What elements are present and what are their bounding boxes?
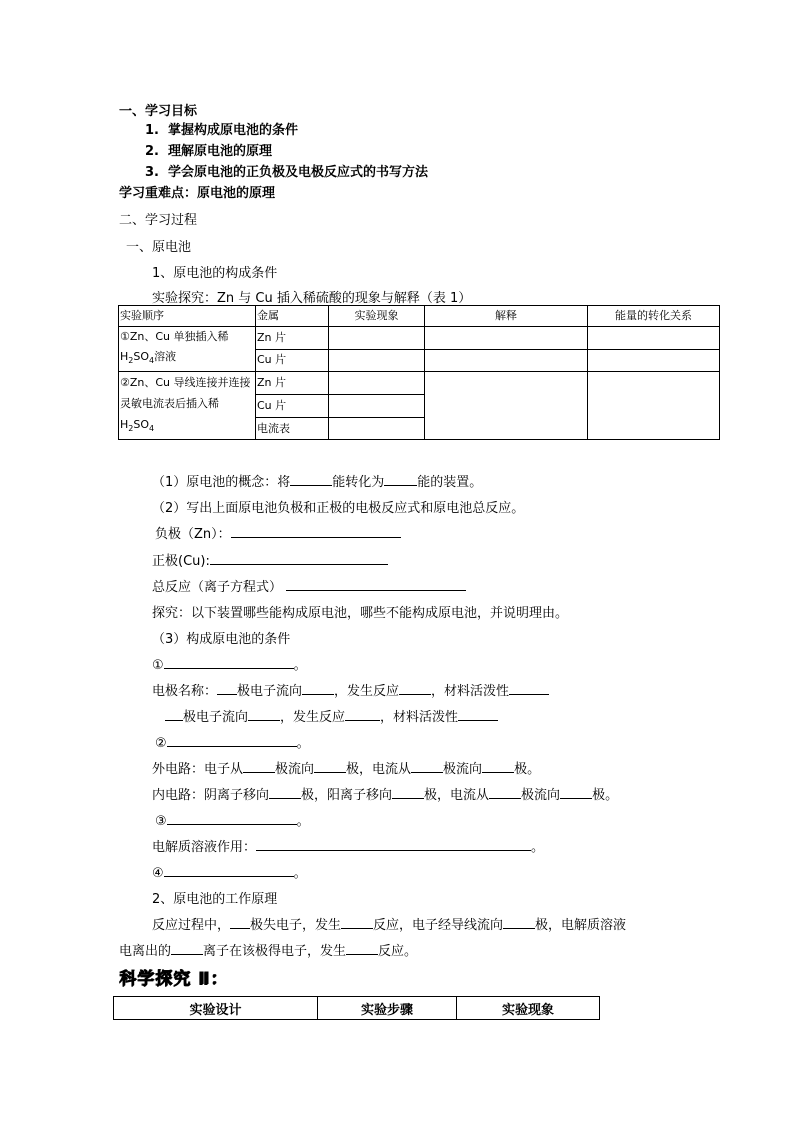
blank[interactable] — [346, 941, 378, 955]
blank[interactable] — [290, 472, 332, 486]
blank[interactable] — [164, 655, 294, 669]
header-cell: 金属 — [256, 306, 329, 327]
blank[interactable] — [164, 863, 294, 877]
experiment-caption: 实验探究：Zn 与 Cu 插入稀硫酸的现象与解释（表 1） — [152, 291, 472, 306]
blank[interactable] — [411, 759, 443, 773]
blank[interactable] — [509, 681, 549, 695]
phenomenon-cell[interactable] — [329, 349, 425, 372]
metal-cell: Cu 片 — [256, 394, 329, 417]
blank[interactable] — [384, 472, 417, 486]
blank[interactable] — [314, 759, 346, 773]
internal-circuit-line: 内电路：阴离子移向 极，阳离子移向 极，电流从 极流向 极。 — [152, 784, 618, 803]
subsection-primary-cell: 一、原电池 — [126, 240, 192, 255]
condition-3: ③ 。 — [155, 810, 310, 829]
condition-4: ④ 。 — [152, 862, 307, 881]
explore-instruction: 探究：以下装置哪些能构成原电池，哪些不能构成原电池，并说明理由。 — [152, 606, 569, 621]
metal-cell: Zn 片 — [256, 327, 329, 350]
blank[interactable] — [286, 577, 466, 591]
header-cell: 实验步骤 — [318, 997, 457, 1020]
q3-title: （3）构成原电池的条件 — [152, 632, 291, 647]
metal-cell: Zn 片 — [256, 372, 329, 395]
blank[interactable] — [560, 785, 592, 799]
experiment-table — [118, 305, 720, 440]
principle-title: 2、原电池的工作原理 — [152, 892, 278, 907]
header-cell: 实验现象 — [329, 306, 425, 327]
blank[interactable] — [399, 681, 431, 695]
goal-3: 3. 学会原电池的正负极及电极反应式的书写方法 — [145, 165, 429, 180]
blank[interactable] — [230, 915, 250, 929]
header-cell: 实验顺序 — [119, 306, 256, 327]
blank[interactable] — [458, 707, 498, 721]
blank[interactable] — [302, 681, 334, 695]
phenomenon-cell[interactable] — [329, 372, 425, 395]
header-cell: 实验设计 — [114, 997, 318, 1020]
explanation-cell[interactable] — [425, 327, 588, 350]
goal-1: 1. 掌握构成原电池的条件 — [145, 123, 299, 138]
explanation-cell[interactable] — [425, 349, 588, 372]
negative-electrode-line: 负极（Zn）： — [155, 523, 401, 542]
phenomenon-cell[interactable] — [329, 417, 425, 440]
energy-cell[interactable] — [588, 327, 720, 350]
table-row — [119, 327, 720, 350]
phenomenon-cell[interactable] — [329, 394, 425, 417]
blank[interactable] — [345, 707, 380, 721]
procedure-cell: ①Zn、Cu 单独插入稀 $H_2SO_4$溶液 — [119, 327, 256, 372]
key-point: 学习重难点：原电池的原理 — [119, 186, 276, 201]
subsection-conditions: 1、原电池的构成条件 — [152, 266, 278, 281]
blank[interactable] — [167, 811, 297, 825]
table-row — [119, 372, 720, 395]
metal-cell: Cu 片 — [256, 349, 329, 372]
procedure-cell: ②Zn、Cu 导线连接并连接 灵敏电流表后插入稀 $H_2SO_4$ — [119, 372, 256, 440]
blank[interactable] — [489, 785, 521, 799]
principle-line-1: 反应过程中， 极失电子，发生 反应，电子经导线流向 极，电解质溶液 — [152, 914, 626, 933]
blank[interactable] — [210, 551, 388, 565]
positive-electrode-line: 正极(Cu): — [152, 550, 388, 569]
explanation-cell[interactable] — [425, 372, 588, 440]
blank[interactable] — [503, 915, 535, 929]
blank[interactable] — [341, 915, 373, 929]
condition-2: ② 。 — [155, 732, 310, 751]
blank[interactable] — [217, 681, 237, 695]
blank[interactable] — [482, 759, 514, 773]
total-reaction-line: 总反应（离子方程式） — [152, 576, 466, 595]
header-cell: 能量的转化关系 — [588, 306, 720, 327]
blank[interactable] — [171, 941, 203, 955]
table-header-row — [114, 997, 600, 1020]
header-cell: 解释 — [425, 306, 588, 327]
q2-instruction: （2）写出上面原电池负极和正极的电极反应式和原电池总反应。 — [152, 501, 525, 516]
blank[interactable] — [392, 785, 424, 799]
goal-2: 2. 理解原电池的原理 — [145, 144, 273, 159]
electrolyte-function-line: 电解质溶液作用： 。 — [152, 836, 544, 855]
blank[interactable] — [256, 837, 531, 851]
section1-title: 一、学习目标 — [119, 104, 198, 119]
section2-title: 二、学习过程 — [119, 213, 198, 228]
external-circuit-line: 外电路：电子从 极流向 极，电流从 极流向 极。 — [152, 758, 540, 777]
header-cell: 实验现象 — [457, 997, 600, 1020]
electrode-name-line-2: 极电子流向 ，发生反应 ，材料活泼性 — [165, 706, 498, 725]
energy-cell[interactable] — [588, 372, 720, 440]
science-table — [113, 996, 600, 1020]
blank[interactable] — [167, 733, 297, 747]
q1-concept: （1）原电池的概念：将 能转化为 能的装置。 — [152, 471, 482, 490]
blank[interactable] — [243, 759, 275, 773]
principle-line-2: 电离出的 离子在该极得电子，发生 反应。 — [119, 940, 417, 959]
blank[interactable] — [269, 785, 301, 799]
blank[interactable] — [248, 707, 280, 721]
table-header-row — [119, 306, 720, 327]
condition-1: ① 。 — [152, 654, 307, 673]
science-exploration-title: 科学探究 Ⅱ： — [119, 969, 229, 989]
phenomenon-cell[interactable] — [329, 327, 425, 350]
blank[interactable] — [165, 707, 183, 721]
metal-cell: 电流表 — [256, 417, 329, 440]
electrode-name-line-1: 电极名称： 极电子流向 ，发生反应 ，材料活泼性 — [152, 680, 549, 699]
energy-cell[interactable] — [588, 349, 720, 372]
blank[interactable] — [231, 524, 401, 538]
